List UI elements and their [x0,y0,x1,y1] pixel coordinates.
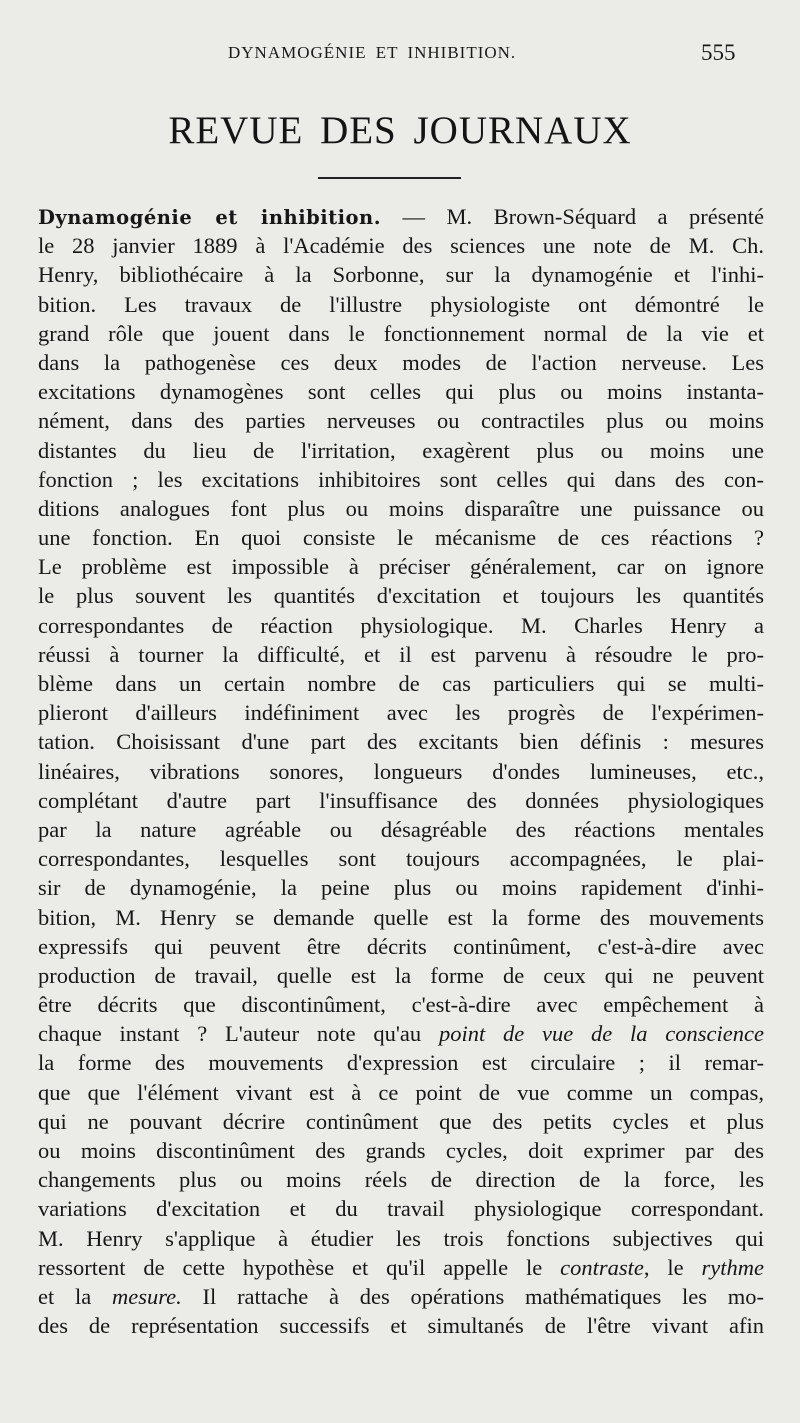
text-line: une fonction. En quoi consiste le mécanisme de ces réactions ? [38,525,764,551]
text-line: M. Henry s'applique à étudier les trois fonctions subjectives qui [38,1225,764,1251]
text-line: Le problème est impossible à préciser généralement, car on ignore [38,554,764,580]
text-line: Henry, bibliothécaire à la Sorbonne, sur la dynamogénie et l'inhi- [38,262,764,288]
text-line: sir de dynamogénie, la peine plus ou moins rapidement d'inhi- [38,875,764,901]
page-number: 555 [701,40,736,65]
text-line: variations d'excitation et du travail physiologique correspondant. [38,1196,764,1222]
text-line: le plus souvent les quantités d'excitation et toujours les quantités [38,583,764,609]
italic-term: rythme [701,1254,764,1280]
text-line: réussi à tourner la difficulté, et il est parvenu à résoudre le pro- [38,641,764,667]
running-title: DYNAMOGÉNIE ET INHIBITION. [228,43,517,62]
text-line [38,202,764,231]
text-line: la forme des mouvements d'expression est circulaire ; il remar- [38,1050,764,1076]
text-line: tation. Choisissant d'une part des excitants bien définis : mesures [38,729,764,755]
text-line: des de représentation successifs et simultanés de l'être vivant afin [38,1313,764,1339]
text-line: correspondantes de réaction physiologique. M. Charles Henry a [38,612,764,638]
text-line: linéaires, vibrations sonores, longueurs d'ondes lumineuses, etc., [38,758,764,784]
text-line: grand rôle que jouent dans le fonctionnement normal de la vie et [38,320,764,346]
title-divider [318,177,461,179]
italic-term: contraste [560,1254,644,1280]
italic-phrase: point de vue de la conscience [438,1021,764,1047]
text-span: Il rattache à des opérations mathématiques les mo- [181,1283,764,1309]
text-line: blème dans un certain nombre de cas particuliers qui se multi- [38,671,764,696]
text-line [38,1253,764,1282]
italic-term: mesure. [112,1283,182,1309]
article-body [38,202,764,1340]
text-span: ressortent de cette hypothèse et qu'il appelle le [38,1254,561,1280]
text-line: que que l'élément vivant est à ce point de vue comme un compas, [38,1079,764,1105]
text-line: qui ne pouvant décrire continûment que des petits cycles et plus [38,1108,764,1134]
text-span: — M. Brown-Séquard a présenté [381,204,764,229]
text-line: par la nature agréable ou désagréable des réactions mentales [38,816,764,842]
text-line: bition, M. Henry se demande quelle est la forme des mouvements [38,904,764,930]
text-line: être décrits que discontinûment, c'est-à-dire avec empêchement à [38,992,764,1018]
text-line: plieront d'ailleurs indéfiniment avec les progrès de l'expérimen- [38,700,764,726]
text-line: ou moins discontinûment des grands cycles, doit exprimer par des [38,1138,764,1163]
text-span: chaque instant ? L'auteur note qu'au [38,1021,439,1047]
text-line: changements plus ou moins réels de direction de la force, les [38,1167,764,1193]
article-lead: Dynamogénie et inhibition. [38,206,382,229]
text-line: nément, dans des parties nerveuses ou contractiles plus ou moins [38,408,764,434]
text-line: ditions analogues font plus ou moins disparaître une puissance ou [38,495,764,521]
text-line [38,1282,764,1311]
running-head [0,40,800,74]
text-line: dans la pathogenèse ces deux modes de l'action nerveuse. Les [38,349,764,375]
text-line: bition. Les travaux de l'illustre physiologiste ont démontré le [38,291,764,317]
text-span: , le [643,1254,702,1280]
text-line: excitations dynamogènes sont celles qui plus ou moins instanta- [38,379,764,405]
text-line: le 28 janvier 1889 à l'Académie des sciences une note de M. Ch. [38,233,764,259]
text-span: et la [38,1283,113,1309]
text-line: fonction ; les excitations inhibitoires sont celles qui dans des con- [38,466,764,492]
text-line: complétant d'autre part l'insuffisance des données physiologiques [38,787,764,813]
text-line: distantes du lieu de l'irritation, exagèrent plus ou moins une [38,437,764,463]
text-line [38,1019,764,1048]
text-line: expressifs qui peuvent être décrits continûment, c'est-à-dire avec [38,933,764,959]
text-line: correspondantes, lesquelles sont toujours accompagnées, le plai- [38,846,764,872]
section-title: REVUE DES JOURNAUX [168,109,632,152]
text-line: production de travail, quelle est la forme de ceux qui ne peuvent [38,962,764,988]
